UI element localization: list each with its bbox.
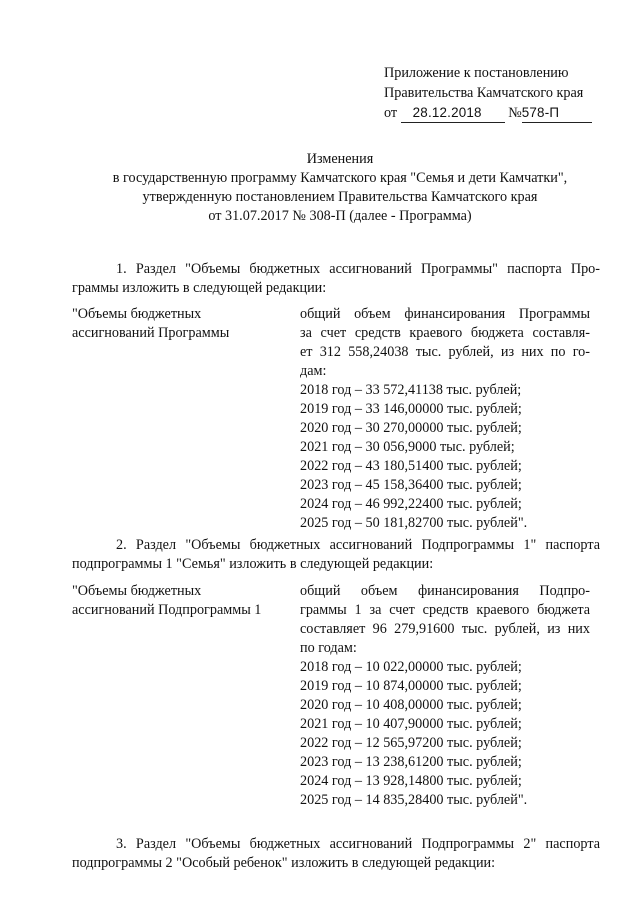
section-2-year-2024: 2024 год – 13 928,14800 тыс. рублей; [300,773,522,789]
document-date: 28.12.2018 [401,104,505,123]
section-1-year-2025: 2025 год – 50 181,82700 тыс. рублей". [300,515,528,531]
section-3-intro-line-2: подпрограммы 2 "Особый ребенок" изложить в следующей редакции: [72,855,496,871]
title-line-3: утвержденную постановлением Правительства Камчатского края [142,189,538,205]
section-2-year-2020: 2020 год – 10 408,00000 тыс. рублей; [300,697,522,713]
header-line-1: Приложение к постановлению [384,65,569,81]
section-1-intro-line-1: 1. Раздел "Объемы бюджетных ассигнований Программы" паспорта Про- [116,261,600,277]
section-1-year-2020: 2020 год – 30 270,00000 тыс. рублей; [300,420,522,436]
section-1-text-line-2: за счет средств краевого бюджета составля- [300,325,590,341]
section-1-text-line-4: дам: [300,363,327,379]
section-2-text-line-4: по годам: [300,640,357,656]
section-2-text-line-1: общий объем финансирования Подпро- [300,583,590,599]
title-line-1: Изменения [306,151,374,167]
section-2-year-2025: 2025 год – 14 835,28400 тыс. рублей". [300,792,528,808]
section-2-year-2022: 2022 год – 12 565,97200 тыс. рублей; [300,735,522,751]
section-1-year-2021: 2021 год – 30 056,9000 тыс. рублей; [300,439,515,455]
section-2-intro-line-2: подпрограммы 1 "Семья" изложить в следующей редакции: [72,556,434,572]
section-1-year-2018: 2018 год – 33 572,41138 тыс. рублей; [300,382,522,398]
section-2-text-line-2: граммы 1 за счет средств краевого бюджета [300,602,590,618]
section-2-year-2023: 2023 год – 13 238,61200 тыс. рублей; [300,754,522,770]
section-2-year-2018: 2018 год – 10 022,00000 тыс. рублей; [300,659,522,675]
section-1-intro-line-2: граммы изложить в следующей редакции: [72,280,327,296]
number-prefix: № [508,105,522,121]
section-1-year-2024: 2024 год – 46 992,22400 тыс. рублей; [300,496,522,512]
title-line-2: в государственную программу Камчатского края "Семья и дети Камчатки", [112,170,568,186]
section-1-year-2023: 2023 год – 45 158,36400 тыс. рублей; [300,477,522,493]
section-1-text-line-3: ет 312 558,24038 тыс. рублей, из них по го- [300,344,590,360]
section-1-year-2019: 2019 год – 33 146,00000 тыс. рублей; [300,401,522,417]
section-2-year-2019: 2019 год – 10 874,00000 тыс. рублей; [300,678,522,694]
document-number: 578-П [522,104,592,123]
section-1-label-line-1: "Объемы бюджетных [72,306,202,322]
section-3-intro-line-1: 3. Раздел "Объемы бюджетных ассигнований Подпрограммы 2" паспорта [116,836,600,852]
section-1-year-2022: 2022 год – 43 180,51400 тыс. рублей; [300,458,522,474]
section-1-label-line-2: ассигнований Программы [72,325,230,341]
section-1-text-line-1: общий объем финансирования Программы [300,306,590,322]
title-line-4: от 31.07.2017 № 308-П (далее - Программа) [208,208,472,224]
header-line-2: Правительства Камчатского края [384,85,584,101]
section-2-year-2021: 2021 год – 10 407,90000 тыс. рублей; [300,716,522,732]
section-2-label-line-2: ассигнований Подпрограммы 1 [72,602,262,618]
section-2-text-line-3: составляет 96 279,91600 тыс. рублей, из них [300,621,590,637]
header-date-line [384,104,592,123]
section-2-label-line-1: "Объемы бюджетных [72,583,202,599]
date-prefix: от [384,105,398,121]
section-2-intro-line-1: 2. Раздел "Объемы бюджетных ассигнований Подпрограммы 1" паспорта [116,537,600,553]
